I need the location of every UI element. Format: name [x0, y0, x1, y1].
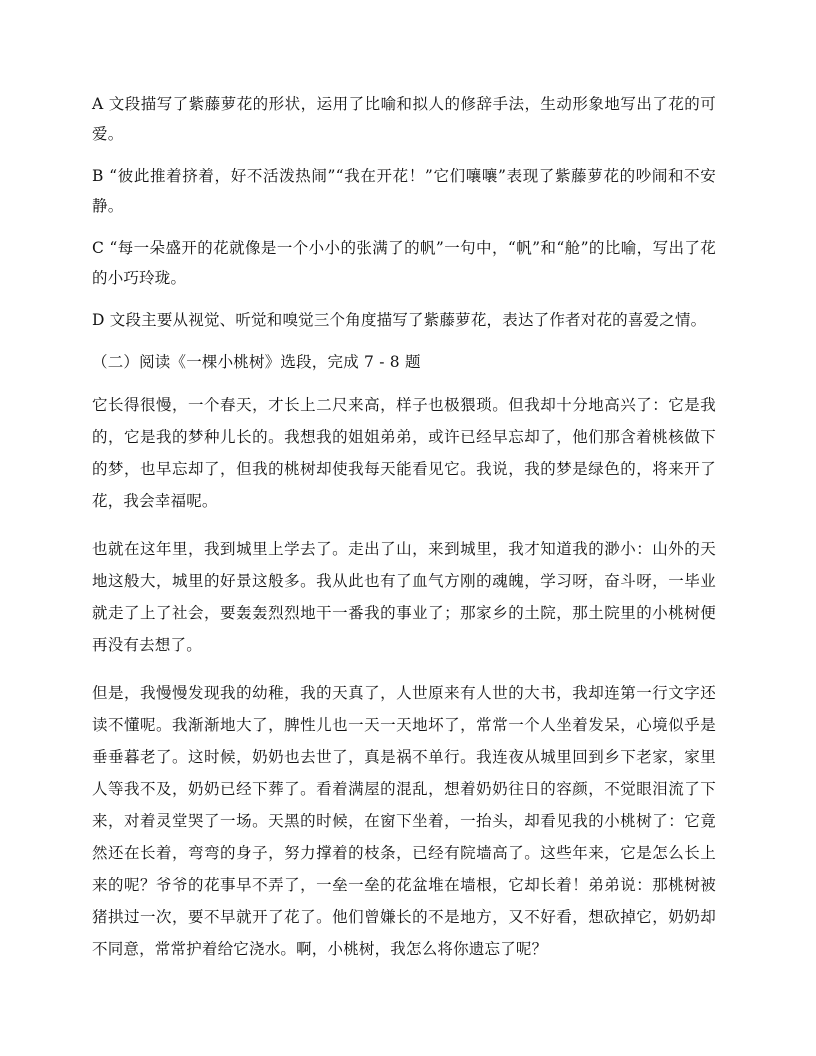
passage-paragraph-3: 但是，我慢慢发现我的幼稚，我的天真了，人世原来有人世的大书，我却连第一行文字还读不懂呢。我渐渐地大了，脾性儿也一天一天地坏了，常常一个人坐着发呆，心境似乎是垂垂暮老了。这时候，奶奶也去世了，真是祸不单行。我连夜从城里回到乡下老家，家里人等我不及，奶奶已经下葬了。看着满屋的混乱，想着奶奶往日的容颜，不觉眼泪流了下来，对着灵堂哭了一场。天黑的时候，在窗下坐着，一抬头，却看见我的小桃树了：它竟然还在长着，弯弯的身子，努力撑着的枝条，已经有院墙高了。这些年来，它是怎么长上来的呢？爷爷的花事早不弄了，一垒一垒的花盆堆在墙根，它却长着！弟弟说：那桃树被猪拱过一次，要不早就开了花了。他们曾嫌长的不是地方，又不好看，想砍掉它，奶奶却不同意，常常护着给它浇水。啊，小桃树，我怎么将你遗忘了呢？: [92, 684, 716, 958]
choice-b: B “彼此推着挤着，好不活泼热闹”“我在开花！”它们嚷嚷”表现了紫藤萝花的吵闹和不安静。: [92, 167, 716, 215]
passage-paragraph-2: 也就在这年里，我到城里上学去了。走出了山，来到城里，我才知道我的渺小：山外的天地这般大，城里的好景这般多。我从此也有了血气方刚的魂魄，学习呀，奋斗呀，一毕业就走了上了社会，要轰轰烈烈地干一番我的事业了；那家乡的土院，那土院里的小桃树便再没有去想了。: [92, 540, 716, 654]
choice-a: A 文段描写了紫藤萝花的形状，运用了比喻和拟人的修辞手法，生动形象地写出了花的可爱。: [92, 95, 716, 143]
choice-d: D 文段主要从视觉、听觉和嗅觉三个角度描写了紫藤萝花，表达了作者对花的喜爱之情。: [92, 311, 707, 329]
section-title: （二）阅读《一棵小桃树》选段，完成 7 - 8 题: [92, 353, 421, 371]
passage-paragraph-1: 它长得很慢，一个春天，才长上二尺来高，样子也极猥琐。但我却十分地高兴了：它是我的，它是我的梦种儿长的。我想我的姐姐弟弟，或许已经早忘却了，他们那含着桃核做下的梦，也早忘却了，但我的桃树却使我每天能看见它。我说，我的梦是绿色的，将来开了花，我会幸福呢。: [92, 396, 716, 510]
choice-c: C “每一朵盛开的花就像是一个小小的张满了的帆”一句中，“帆”和“舱”的比喻，写出了花的小巧玲珑。: [92, 239, 716, 287]
